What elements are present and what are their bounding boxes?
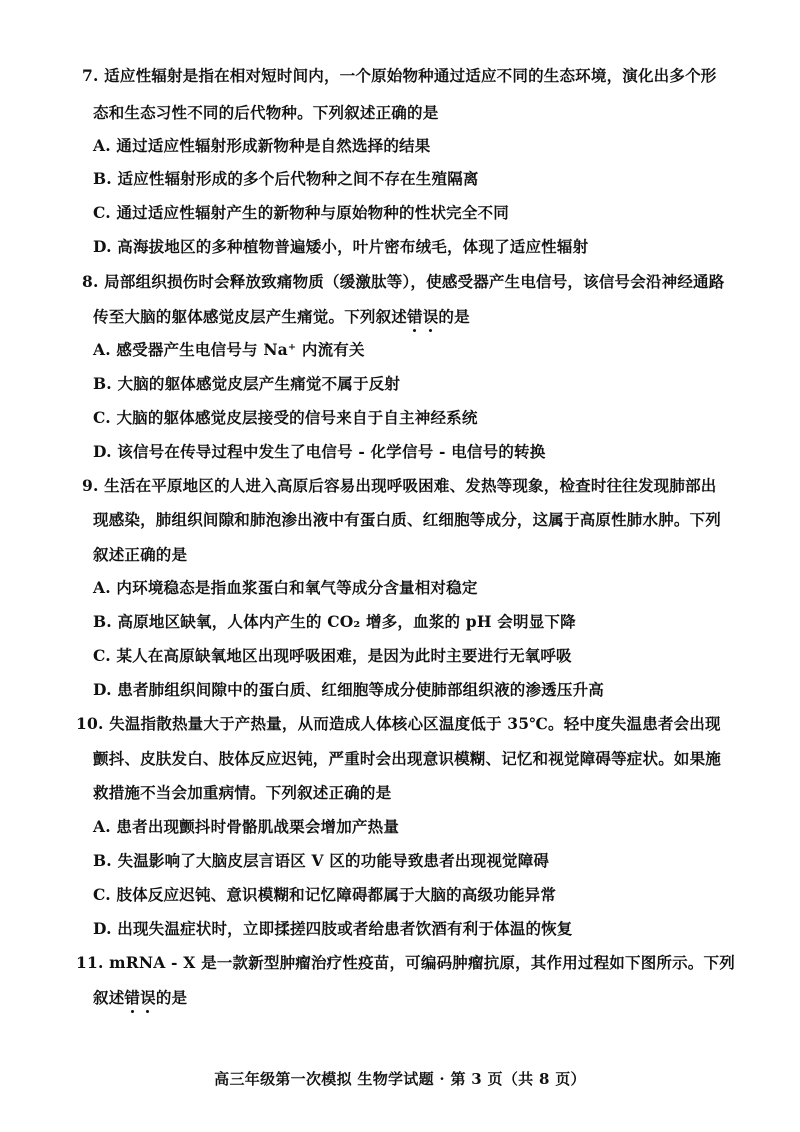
question-11-stem-line-2: [93, 988, 187, 1008]
question-7-option-d: D. 高海拔地区的多种植物普遍矮小，叶片密布绒毛，体现了适应性辐射: [93, 237, 589, 256]
emphasis-char: 错: [407, 307, 423, 326]
question-9-option-d: D. 患者肺组织间隙中的蛋白质、红细胞等成分使肺部组织液的渗透压升高: [93, 680, 604, 699]
question-11-stem-text-b: 的是: [155, 988, 188, 1007]
question-8-stem-text-a: 传至大脑的躯体感觉皮层产生痛觉。下列叙述: [93, 307, 408, 326]
question-8-option-c: C. 大脑的躯体感觉皮层接受的信号来自于自主神经系统: [93, 408, 478, 427]
question-11-stem-line-1: 11. mRNA - X 是一款新型肿瘤治疗性疫苗，可编码肿瘤抗原，其作用过程如下图所示。下列: [76, 953, 735, 972]
emphasis-char: 误: [422, 307, 439, 326]
question-10-option-d: D. 出现失温症状时，立即揉搓四肢或者给患者饮酒有利于体温的恢复: [93, 919, 573, 938]
question-7-option-c: C. 通过适应性辐射产生的新物种与原始物种的性状完全不同: [93, 203, 509, 222]
question-7-option-b: B. 适应性辐射形成的多个后代物种之间不存在生殖隔离: [93, 169, 479, 188]
question-7-stem-line-2: 态和生态习性不同的后代物种。下列叙述正确的是: [93, 103, 439, 122]
question-10-option-c: C. 肢体反应迟钝、意识模糊和记忆障碍都属于大脑的高级功能异常: [93, 885, 557, 904]
question-9-option-a: A. 内环境稳态是指血浆蛋白和氧气等成分含量相对稳定: [93, 578, 478, 597]
question-7-option-a: A. 通过适应性辐射形成新物种是自然选择的结果: [93, 136, 431, 155]
question-9-stem-line-3: 叙述正确的是: [93, 545, 188, 564]
question-11-stem-text-a: 叙述: [93, 988, 125, 1007]
question-9-option-c: C. 某人在高原缺氧地区出现呼吸困难，是因为此时主要进行无氧呼吸: [93, 646, 572, 665]
question-9-stem-line-2: 现感染，肺组织间隙和肺泡渗出液中有蛋白质、红细胞等成分，这属于高原性肺水肿。下列: [93, 510, 722, 529]
question-10-stem-line-3: 救措施不当会加重病情。下列叙述正确的是: [93, 783, 392, 802]
question-11-emphasis: [124, 988, 155, 1007]
question-9-option-b: B. 高原地区缺氧，人体内产生的 CO₂ 增多，血浆的 pH 会明显下降: [93, 612, 576, 631]
question-10-stem-line-2: 颤抖、皮肤发白、肢体反应迟钝，严重时会出现意识模糊、记忆和视觉障碍等症状。如果施: [93, 749, 722, 768]
question-8-stem-line-2: [93, 307, 470, 327]
page-footer: 高三年级第一次模拟 生物学试题 · 第 3 页（共 8 页）: [214, 1070, 586, 1088]
emphasis-char: 错: [124, 988, 141, 1007]
question-11-emphasis-text: [124, 988, 155, 1008]
question-8-option-d: D. 该信号在传导过程中发生了电信号 - 化学信号 - 电信号的转换: [93, 442, 546, 461]
question-8-emphasis-text: [407, 307, 438, 327]
question-8-option-a: A. 感受器产生电信号与 Na⁺ 内流有关: [93, 340, 365, 359]
emphasis-char: 误: [140, 988, 156, 1007]
question-10-option-b: B. 失温影响了大脑皮层言语区 V 区的功能导致患者出现视觉障碍: [93, 851, 550, 870]
question-8-stem-line-1: 8. 局部组织损伤时会释放致痛物质（缓激肽等），使感受器产生电信号，该信号会沿神经通路: [82, 272, 725, 291]
question-8-option-b: B. 大脑的躯体感觉皮层产生痛觉不属于反射: [93, 374, 401, 393]
question-7-stem-line-1: 7. 适应性辐射是指在相对短时间内，一个原始物种通过适应不同的生态环境，演化出多个形: [82, 66, 717, 85]
question-10-stem-line-1: 10. 失温指散热量大于产热量，从而造成人体核心区温度低于 35℃。轻中度失温患者会出现: [76, 714, 721, 733]
question-9-stem-line-1: 9. 生活在平原地区的人进入高原后容易出现呼吸困难、发热等现象，检查时往往发现肺部出: [82, 476, 717, 495]
question-8-emphasis: [407, 307, 438, 326]
question-8-stem-text-b: 的是: [438, 307, 470, 326]
question-10-option-a: A. 患者出现颤抖时骨骼肌战栗会增加产热量: [93, 817, 400, 836]
